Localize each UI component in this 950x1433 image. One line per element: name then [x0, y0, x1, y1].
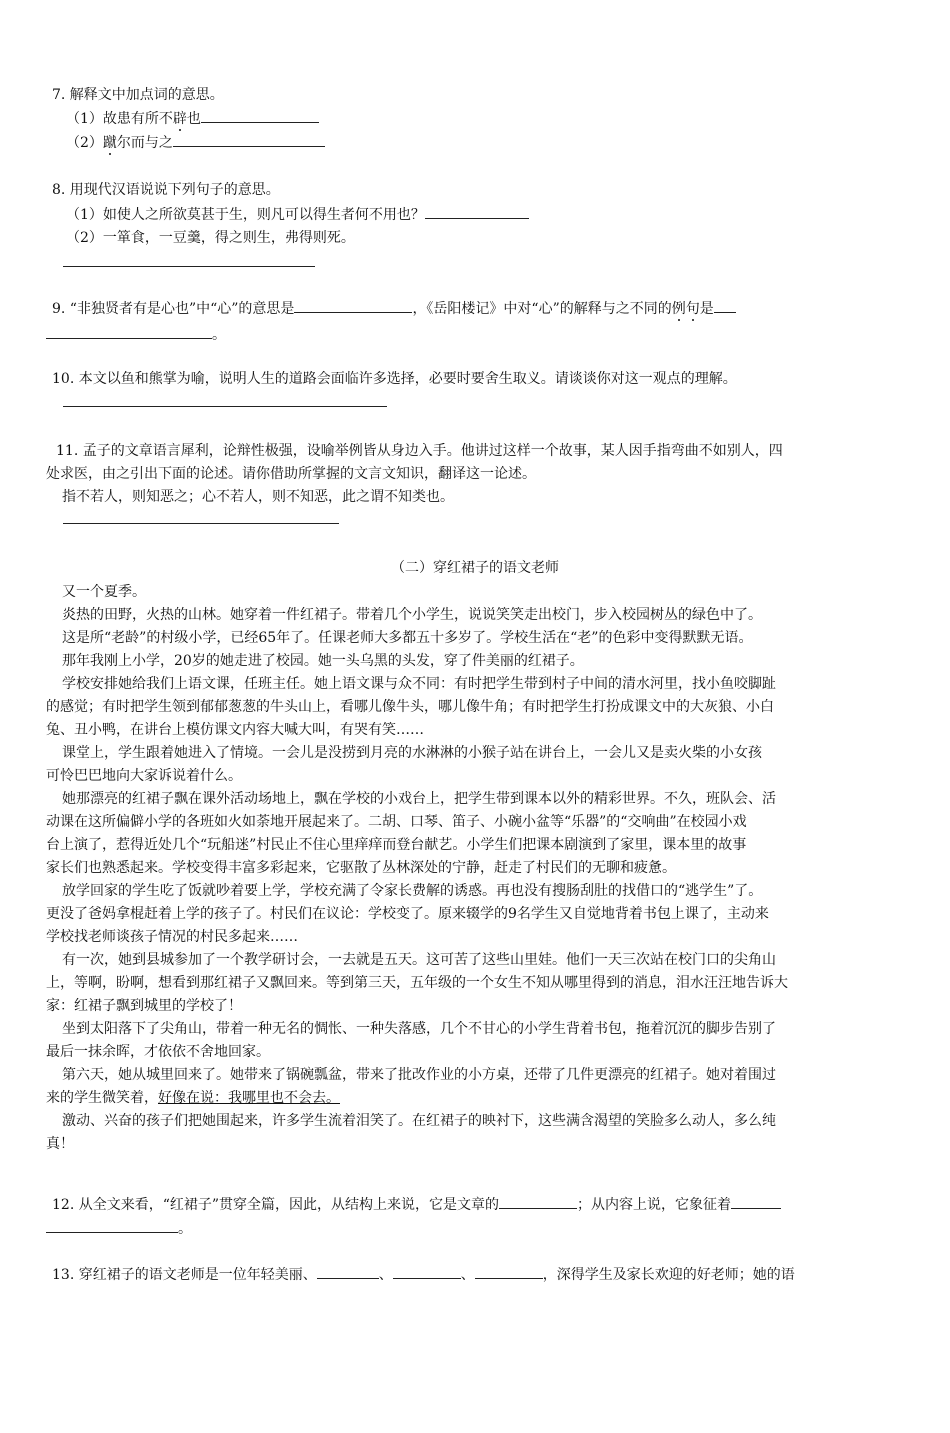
article-line: 兔、丑小鸭，在讲台上模仿课文内容大喊大叫，有哭有笑…… — [46, 722, 424, 738]
dotted-char: 辟 — [172, 111, 187, 127]
q13-text: 13. 穿红裙子的语文老师是一位年轻美丽、 、 、 ，深得学生及家长欢迎的好老师；她的语 — [52, 1264, 795, 1285]
article-line: 课堂上，学生跟着她进入了情境。一会儿是没捞到月亮的水淋淋的小猴子站在讲台上，一会儿又是卖火柴的小女孩 — [62, 745, 762, 761]
article-line: 有一次，她到县城参加了一个教学研讨会，一去就是五天。这可苦了这些山里娃。他们一天三次站在校门口的尖角山 — [62, 952, 776, 968]
answer-blank[interactable] — [393, 1264, 461, 1279]
q12-text: 12. 从全文来看，“红裙子”贯穿全篇，因此，从结构上来说，它是文章的 ；从内容上说，它象征着 — [52, 1194, 781, 1215]
answer-line[interactable] — [63, 523, 339, 524]
answer-blank[interactable] — [731, 1194, 781, 1209]
article-line: 炎热的田野，火热的山林。她穿着一件红裙子。带着几个小学生，说说笑笑走出校门，步入校园树丛的绿色中了。 — [62, 607, 762, 623]
article-line: 可怜巴巴地向大家诉说着什么。 — [46, 768, 242, 784]
article-line: 那年我刚上小学，20岁的她走进了校园。她一头乌黑的头发，穿了件美丽的红裙子。 — [62, 653, 584, 669]
article-line: 动课在这所偏僻小学的各班如火如荼地开展起来了。二胡、口琴、笛子、小碗小盆等“乐器”的“交响曲”在校园小戏 — [46, 814, 747, 830]
answer-blank[interactable] — [425, 204, 529, 219]
answer-blank[interactable] — [317, 1264, 379, 1279]
answer-blank[interactable] — [499, 1194, 577, 1209]
article-line: 她那漂亮的红裙子飘在课外活动场地上，飘在学校的小戏台上，把学生带到课本以外的精彩世界。不久，班队会、活 — [62, 791, 776, 807]
q11-line-2: 处求医，由之引出下面的论述。请你借助所掌握的文言文知识，翻译这一论述。 — [46, 466, 536, 482]
answer-blank[interactable] — [46, 324, 212, 339]
answer-blank[interactable] — [475, 1264, 543, 1279]
answer-blank[interactable] — [294, 298, 412, 313]
article-line: 家长们也熟悉起来。学校变得丰富多彩起来，它驱散了丛林深处的宁静，赶走了村民们的无聊和疲惫。 — [46, 860, 676, 876]
q9-text: 9. “非独贤者有是心也”中“心”的意思是 ，《岳阳楼记》中对“心”的解释与之不同的例句是 — [52, 298, 736, 319]
q12-continuation: 。 — [46, 1218, 192, 1239]
dotted-char: 例 — [671, 301, 686, 317]
article-line: 坐到太阳落下了尖角山，带着一种无名的惆怅、一种失落感，几个不甘心的小学生背着书包，拖着沉沉的脚步告别了 — [62, 1021, 776, 1037]
answer-line[interactable] — [63, 266, 315, 267]
article-line: 这是所“老龄”的村级小学，已经65年了。任课老师大多都五十多岁了。学校生活在“老”的色彩中变得默默无语。 — [62, 630, 753, 646]
article-line: 激动、兴奋的孩子们把她围起来，许多学生流着泪笑了。在红裙子的映衬下，这些满含渴望的笑脸多么动人，多么纯 — [62, 1113, 776, 1129]
answer-blank[interactable] — [173, 132, 325, 147]
underlined-sentence: 好像在说：我哪里也不会去。 — [158, 1090, 340, 1106]
q7-title: 7. 解释文中加点词的意思。 — [52, 87, 224, 103]
article-line: 更没了爸妈拿棍赶着上学的孩子了。村民们在议论：学校变了。原来辍学的9名学生又自觉地背着书包上课了，主动来 — [46, 906, 769, 922]
dotted-char: 句 — [685, 301, 700, 317]
answer-blank[interactable] — [46, 1218, 178, 1233]
article-title: （二）穿红裙子的语文老师 — [391, 560, 559, 576]
q11-line-1: 11. 孟子的文章语言犀利，论辩性极强，设喻举例皆从身边入手。他讲过这样一个故事，某人因手指弯曲不如别人，四 — [56, 443, 783, 459]
article-line: 最后一抹余晖，才依依不舍地回家。 — [46, 1044, 270, 1060]
answer-blank[interactable] — [201, 108, 319, 123]
article-line: 学校找老师谈孩子情况的村民多起来…… — [46, 929, 298, 945]
article-line: 来的学生微笑着，好像在说：我哪里也不会去。 — [46, 1090, 340, 1106]
article-line: 台上演了，惹得近处几个“玩船迷”村民止不住心里痒痒而登台献艺。小学生们把课本剧演到了家里，课本里的故事 — [46, 837, 747, 853]
answer-line[interactable] — [63, 406, 387, 407]
article-line: 家：红裙子飘到城里的学校了！ — [46, 998, 242, 1014]
q11-line-3: 指不若人，则知恶之；心不若人，则不知恶，此之谓不知类也。 — [62, 489, 454, 505]
q10-text: 10. 本文以鱼和熊掌为喻，说明人生的道路会面临许多选择，必要时要舍生取义。请谈谈你对这一观点的理解。 — [52, 371, 737, 387]
q8-item-2: （2）一箪食，一豆羹，得之则生，弗得则死。 — [66, 230, 355, 246]
article-line: 放学回家的学生吃了饭就吵着要上学，学校充满了令家长费解的诱惑。再也没有搜肠刮肚的找借口的“逃学生”了。 — [62, 883, 763, 899]
article-line: 第六天，她从城里回来了。她带来了锅碗瓢盆，带来了批改作业的小方桌，还带了几件更漂亮的红裙子。她对着围过 — [62, 1067, 776, 1083]
q8-item-1: （1）如使人之所欲莫甚于生，则凡可以得生者何不用也？ — [66, 204, 529, 225]
answer-blank[interactable] — [714, 298, 736, 313]
q7-item-1: （1）故患有所不辟也 — [66, 108, 319, 129]
article-line: 的感觉；有时把学生领到郁郁葱葱的牛头山上，看哪儿像牛头，哪儿像牛角；有时把学生打扮成课文中的大灰狼、小白 — [46, 699, 774, 715]
dotted-char: 蹴 — [102, 135, 117, 151]
q7-item-2: （2）蹴尔而与之 — [66, 132, 325, 153]
article-line: 又一个夏季。 — [62, 584, 146, 600]
article-line: 学校安排她给我们上语文课，任班主任。她上语文课与众不同：有时把学生带到村子中间的清水河里，找小鱼咬脚趾 — [62, 676, 776, 692]
q8-title: 8. 用现代汉语说说下列句子的意思。 — [52, 182, 280, 198]
q9-continuation: 。 — [46, 324, 226, 345]
article-line: 上，等啊，盼啊，想看到那红裙子又飘回来。等到第三天，五年级的一个女生不知从哪里得到的消息，泪水汪汪地告诉大 — [46, 975, 788, 991]
article-line: 真！ — [46, 1136, 74, 1152]
